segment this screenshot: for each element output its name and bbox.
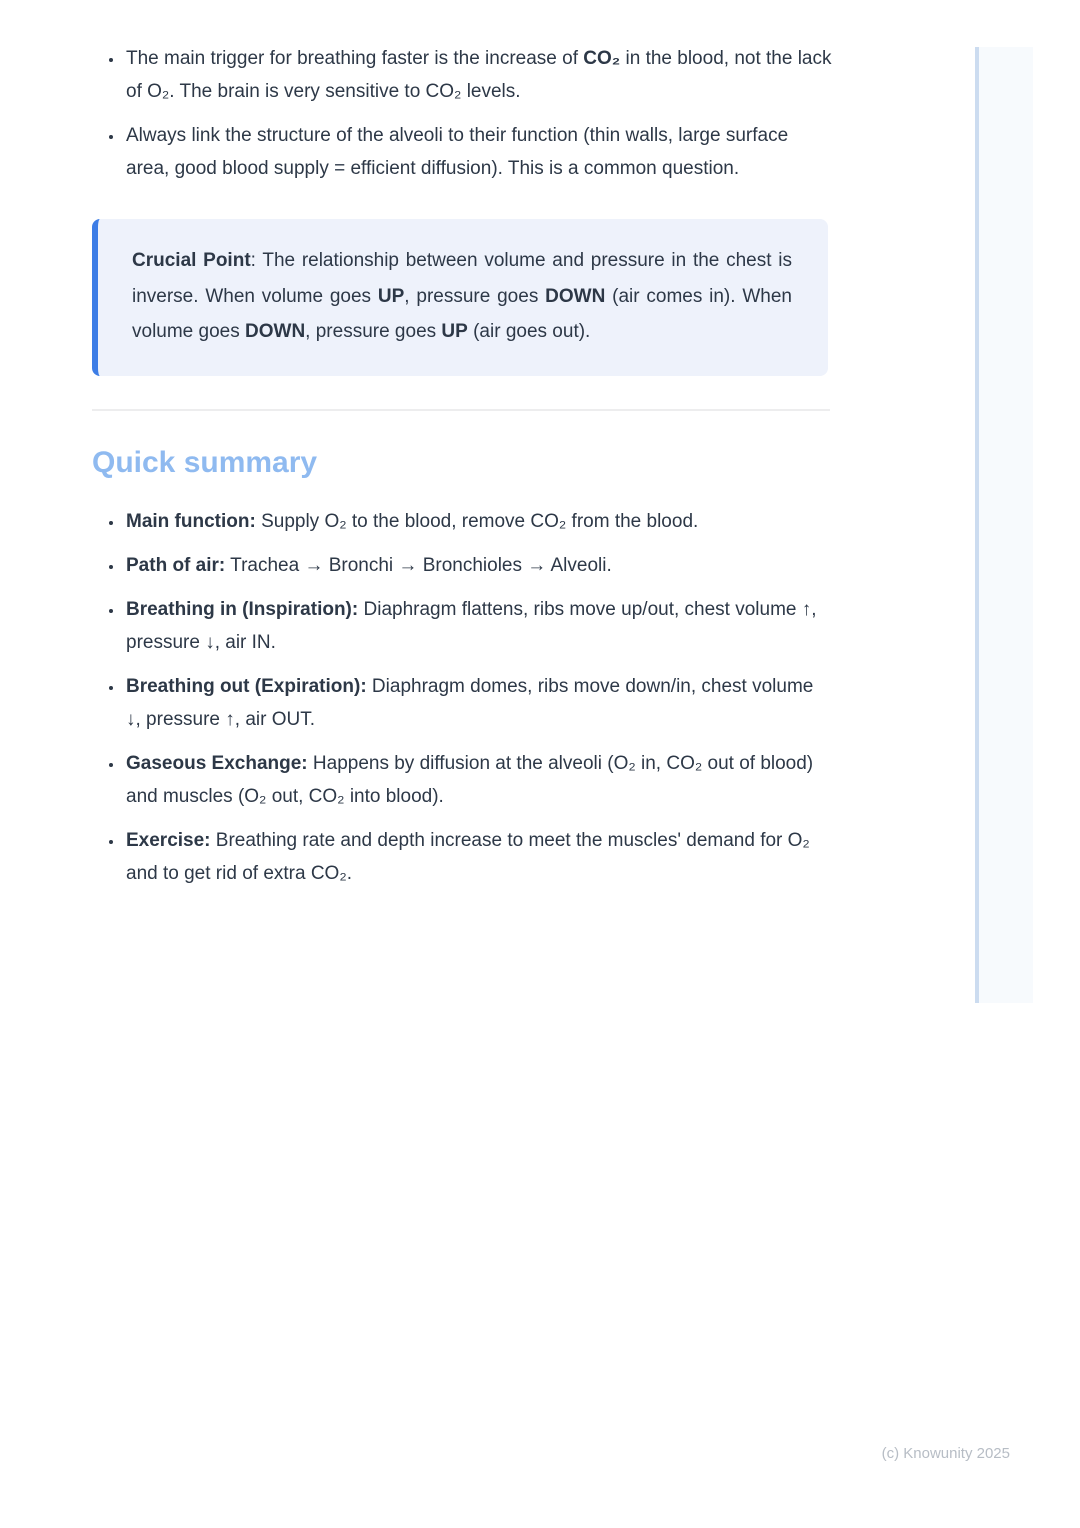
list-item bbox=[124, 505, 832, 538]
list-item-text: Path of air: Trachea → Bronchi → Bronchioles → Alveoli. bbox=[126, 554, 612, 576]
exam-tips-list bbox=[92, 42, 832, 185]
quick-summary-heading: Quick summary bbox=[92, 445, 318, 479]
list-item bbox=[124, 593, 832, 659]
list-item-text: Exercise: Breathing rate and depth increase to meet the muscles' demand for O₂ and to get rid of extra CO₂. bbox=[126, 829, 810, 884]
list-item-text: Gaseous Exchange: Happens by diffusion at the alveoli (O₂ in, CO₂ out of blood) and muscles (O₂ out, CO₂ into blood). bbox=[126, 752, 814, 807]
list-item-text: Main function: Supply O₂ to the blood, remove CO₂ from the blood. bbox=[126, 510, 699, 532]
notes-content bbox=[92, 42, 832, 901]
copyright-footer: (c) Knowunity 2025 bbox=[881, 1445, 1010, 1462]
callout-text: Crucial Point: The relationship between volume and pressure in the chest is inverse. When volume goes UP, pressure goes DOWN (air comes in). When volume goes DOWN, pressure goes UP (air goes out). bbox=[132, 250, 792, 342]
list-item bbox=[124, 42, 832, 108]
list-item bbox=[124, 119, 832, 185]
list-item bbox=[124, 549, 832, 582]
list-item bbox=[124, 824, 832, 890]
list-item bbox=[124, 747, 832, 813]
list-item-text: The main trigger for breathing faster is the increase of CO₂ in the blood, not the lack of O₂. The brain is very sensitive to CO₂ levels. bbox=[126, 48, 832, 102]
crucial-point-callout bbox=[92, 219, 828, 376]
list-item-text: Breathing out (Expiration): Diaphragm domes, ribs move down/in, chest volume ↓, pressure ↑, air OUT. bbox=[126, 675, 814, 730]
list-item bbox=[124, 670, 832, 736]
list-item-text: Breathing in (Inspiration): Diaphragm flattens, ribs move up/out, chest volume ↑, pressure ↓, air IN. bbox=[126, 598, 817, 653]
list-item-text: Always link the structure of the alveoli to their function (thin walls, large surface area, good blood supply = efficient diffusion). This is a common question. bbox=[126, 125, 789, 179]
section-divider bbox=[92, 409, 830, 411]
scrollbar[interactable] bbox=[975, 47, 1033, 1003]
quick-summary-list bbox=[92, 505, 832, 890]
